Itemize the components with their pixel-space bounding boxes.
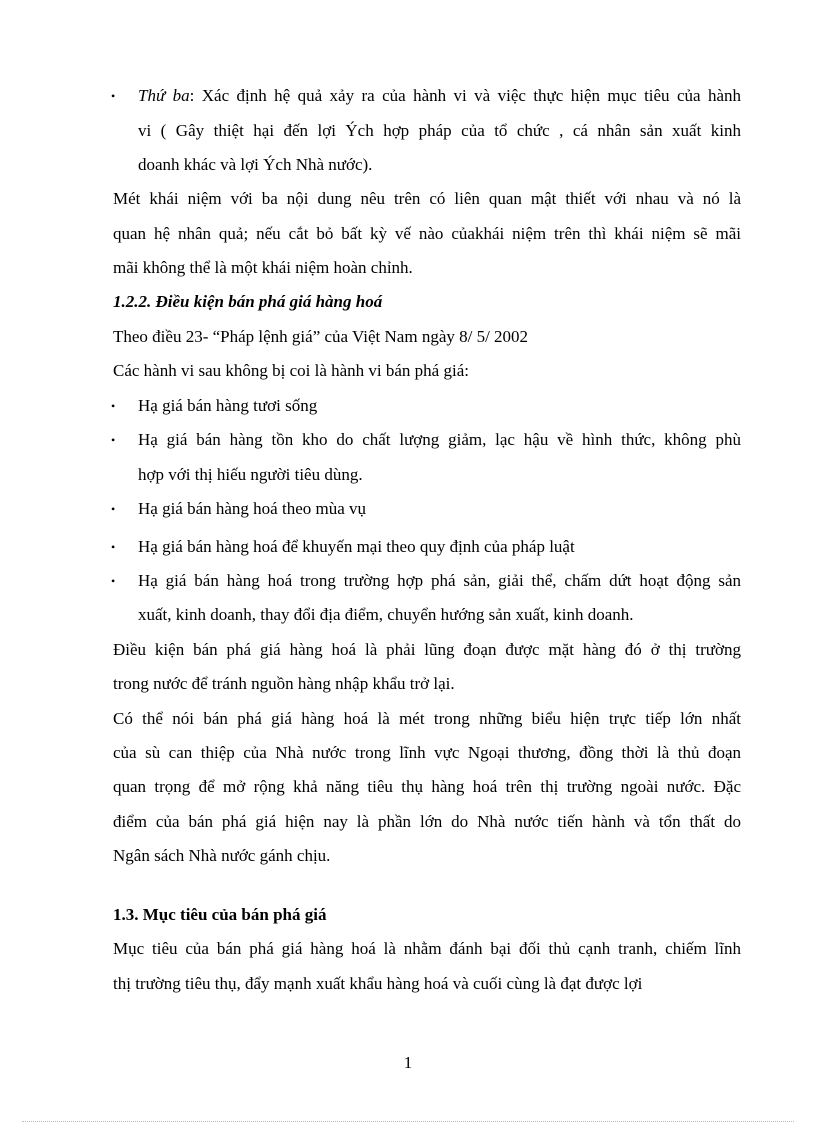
list-bullet: • (111, 574, 116, 588)
para1-line2: vi ( Gây thiệt hại đến lợi Ých hợp pháp của tổ chức , cá nhân sản xuất kinh (138, 121, 741, 140)
list-bullet: • (111, 502, 116, 516)
para1-line1 (138, 86, 741, 106)
para4-line5: Ngân sách Nhà nước gánh chịu. (113, 846, 331, 865)
list-item: Hạ giá bán hàng hoá theo mùa vụ (138, 499, 367, 518)
list-bullet: • (111, 399, 116, 413)
para1-line3: doanh khác và lợi Ých Nhà nước). (138, 155, 373, 174)
section-heading-1-3: 1.3. Mục tiêu của bán phá giá (113, 905, 327, 924)
para2-line1: Mét khái niệm với ba nội dung nêu trên có liên quan mật thiết với nhau và nó là (113, 189, 741, 208)
section-heading-1-2-2: 1.2.2. Điều kiện bán phá giá hàng hoá (113, 292, 383, 311)
bullet-thu-ba: • (111, 89, 116, 103)
para4-line1: Có thể nói bán phá giá hàng hoá là mét trong những biểu hiện trực tiếp lớn nhất (113, 709, 741, 728)
list-item: Hạ giá bán hàng tồn kho do chất lượng giảm, lạc hậu về hình thức, không phù (138, 430, 741, 449)
para3-line2: trong nước để tránh nguồn hàng nhập khẩu trở lại. (113, 674, 455, 693)
para2-line2: quan hệ nhân quả; nếu cắt bỏ bất kỳ vế nào củakhái niệm trên thì khái niệm sẽ mãi (113, 224, 741, 243)
para2-line3: mãi không thể là một khái niệm hoàn chỉnh. (113, 258, 413, 277)
list-item-continuation: xuất, kinh doanh, thay đổi địa điểm, chuyển hướng sản xuất, kinh doanh. (138, 605, 634, 624)
para4-line3: quan trọng để mở rộng khả năng tiêu thụ hàng hoá trên thị trường ngoài nước. Đặc (113, 777, 741, 796)
page-bottom-rule (22, 1121, 794, 1122)
para1-label: Thứ ba (138, 86, 190, 105)
para4-line2: của sù can thiệp của Nhà nước trong lĩnh vực Ngoại thương, đồng thời là thủ đoạn (113, 743, 741, 762)
para5-line2: thị trường tiêu thụ, đẩy mạnh xuất khẩu hàng hoá và cuối cùng là đạt được lợi (113, 974, 643, 993)
list-bullet: • (111, 540, 116, 554)
para1-line1-text: : Xác định hệ quả xảy ra của hành vi và việc thực hiện mục tiêu của hành (189, 86, 741, 105)
intro-line: Các hành vi sau không bị coi là hành vi bán phá giá: (113, 361, 469, 380)
para5-line1: Mục tiêu của bán phá giá hàng hoá là nhằm đánh bại đối thủ cạnh tranh, chiếm lĩnh (113, 939, 741, 958)
list-item-continuation: hợp với thị hiếu người tiêu dùng. (138, 465, 363, 484)
list-item: Hạ giá bán hàng hoá trong trường hợp phá sản, giải thể, chấm dứt hoạt động sản (138, 571, 741, 590)
list-item: Hạ giá bán hàng tươi sống (138, 396, 318, 415)
para3-line1: Điều kiện bán phá giá hàng hoá là phải lũng đoạn được mặt hàng đó ở thị trường (113, 640, 741, 659)
list-bullet: • (111, 433, 116, 447)
law-reference-line: Theo điều 23- “Pháp lệnh giá” của Việt Nam ngày 8/ 5/ 2002 (113, 327, 529, 346)
page-number: 1 (403, 1053, 413, 1072)
para4-line4: điểm của bán phá giá hiện nay là phần lớn do Nhà nước tiến hành và tổn thất do (113, 812, 741, 831)
list-item: Hạ giá bán hàng hoá để khuyến mại theo quy định của pháp luật (138, 537, 575, 556)
